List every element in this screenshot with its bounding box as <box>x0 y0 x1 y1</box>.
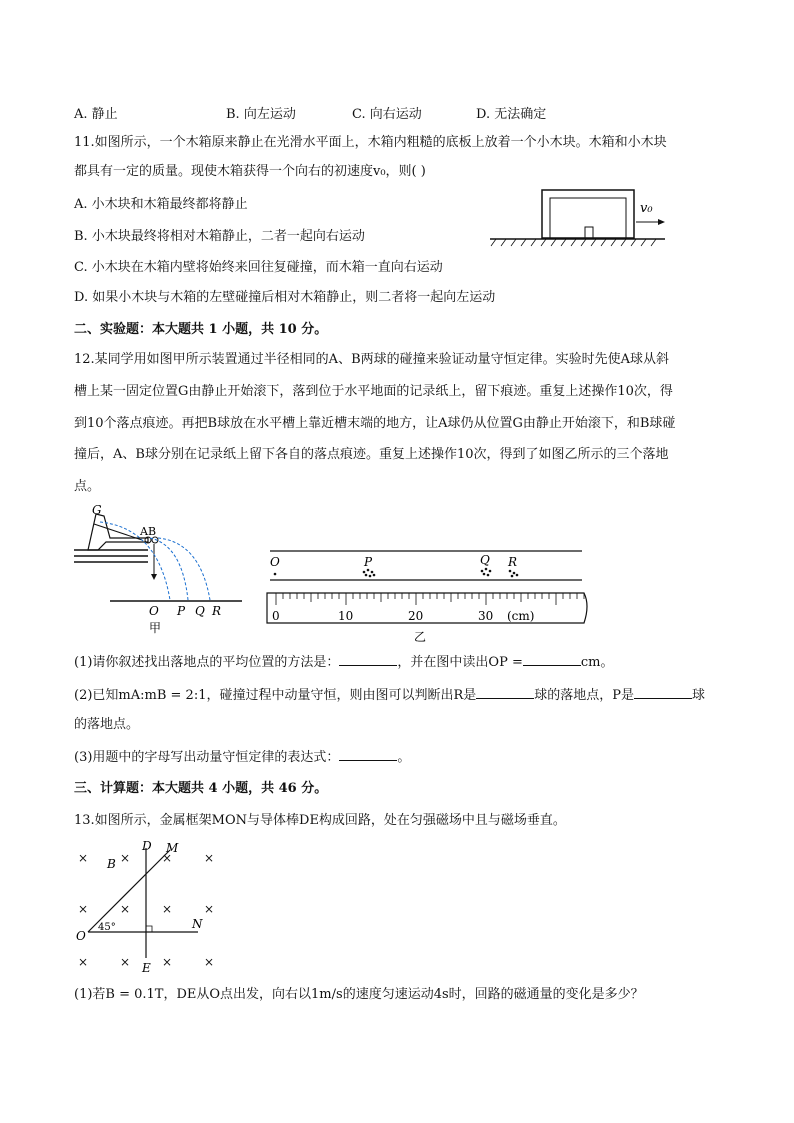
svg-text:20: 20 <box>408 609 424 623</box>
q11-option-a: A. 小木块和木箱最终都将静止 <box>74 197 248 212</box>
q13-sub1: (1)若B = 0.1T，DE从O点出发，向右以1m/s的速度匀速运动4s时，回路的磁通量的变化是多少？ <box>74 987 644 1002</box>
q12-line1: 12.某同学用如图甲所示装置通过半径相同的A、B两球的碰撞来验证动量守恒定律。实验时先使A球从斜 <box>74 352 670 367</box>
svg-text:×: × <box>162 902 173 916</box>
ruler-body <box>267 593 587 623</box>
q10-option-b: B. 向左运动 <box>226 107 296 122</box>
svg-text:R: R <box>212 604 222 618</box>
crate-outer <box>542 190 634 238</box>
trajectory-p <box>100 522 170 600</box>
answer-blank-expression[interactable] <box>339 748 397 761</box>
crate-inner <box>550 198 626 238</box>
svg-text:×: × <box>78 851 89 865</box>
svg-text:×: × <box>120 851 131 865</box>
svg-text:×: × <box>162 851 173 865</box>
svg-text:乙: 乙 <box>414 630 427 644</box>
q13-figure <box>70 838 220 976</box>
answer-blank-p[interactable] <box>634 686 692 699</box>
velocity-label: v₀ <box>640 201 653 216</box>
q11-option-b: B. 小木块最终将相对木箱静止，二者一起向右运动 <box>74 229 365 244</box>
ground-hatch <box>491 239 656 246</box>
q11-stem-line2: 都具有一定的质量。现使木箱获得一个向右的初速度v₀，则( ) <box>74 164 426 179</box>
marks-r <box>509 570 519 578</box>
svg-text:×: × <box>204 851 215 865</box>
q13-stem: 13.如图所示，金属框架MON与导体棒DE构成回路，处在匀强磁场中且与磁场垂直。 <box>74 813 566 828</box>
answer-blank-op[interactable] <box>523 653 581 666</box>
svg-text:(cm): (cm) <box>507 609 535 623</box>
svg-text:AB: AB <box>140 525 157 538</box>
q12-sub3: (3)用题中的字母写出动量守恒定律的表达式： 。 <box>74 750 411 765</box>
svg-text:甲: 甲 <box>149 621 162 635</box>
q11-box-figure <box>490 180 670 255</box>
svg-text:0: 0 <box>272 609 280 623</box>
svg-text:×: × <box>120 955 131 969</box>
section3-title: 三、计算题：本大题共 4 小题，共 46 分。 <box>74 781 328 796</box>
svg-text:10: 10 <box>338 609 354 623</box>
svg-text:G: G <box>92 503 102 517</box>
q12-line3: 到10个落点痕迹。再把B球放在水平槽上靠近槽末端的地方，让A球仍从位置G由静止开始滚下，和B球碰 <box>74 416 676 431</box>
svg-text:×: × <box>204 955 215 969</box>
svg-text:O: O <box>149 604 159 618</box>
ruler-ticks <box>276 593 584 605</box>
svg-text:×: × <box>204 902 215 916</box>
marks-p <box>363 569 376 578</box>
svg-text:B: B <box>107 857 116 871</box>
q12-figure-yi <box>262 545 597 645</box>
svg-text:×: × <box>78 902 89 916</box>
svg-text:D: D <box>142 839 152 853</box>
q12-line4: 撞后，A、B球分别在记录纸上留下各自的落点痕迹。重复上述操作10次，得到了如图乙所示的三个落地 <box>74 447 669 462</box>
svg-text:N: N <box>192 917 203 931</box>
svg-text:O: O <box>270 555 280 569</box>
svg-text:30: 30 <box>478 609 494 623</box>
svg-text:Q: Q <box>480 553 490 567</box>
small-block <box>585 227 593 238</box>
q10-option-a: A. 静止 <box>74 107 118 122</box>
svg-text:P: P <box>177 604 186 618</box>
svg-text:P: P <box>364 555 373 569</box>
q12-line2: 槽上某一固定位置G由静止开始滚下，落到位于水平地面的记录纸上，留下痕迹。重复上述操作10次，得 <box>74 384 673 399</box>
q11-stem-line1: 11.如图所示，一个木箱原来静止在光滑水平面上，木箱内粗糙的底板上放着一个小木块。木箱和小木块 <box>74 135 667 150</box>
velocity-arrowhead <box>658 219 665 225</box>
svg-text:E: E <box>142 961 151 975</box>
svg-text:R: R <box>508 555 518 569</box>
trajectory-r <box>158 538 210 600</box>
svg-text:×: × <box>162 955 173 969</box>
marks-q <box>481 568 492 577</box>
section2-title: 二、实验题：本大题共 1 小题，共 10 分。 <box>74 322 328 337</box>
answer-blank-r[interactable] <box>476 686 534 699</box>
q11-option-c: C. 小木块在木箱内壁将始终来回往复碰撞，而木箱一直向右运动 <box>74 260 443 275</box>
svg-text:×: × <box>120 902 131 916</box>
q12-sub2-cont: 的落地点。 <box>74 717 140 732</box>
q12-sub1: (1)请你叙述找出落地点的平均位置的方法是： ，并在图中读出OP = cm。 <box>74 655 614 670</box>
answer-blank-method[interactable] <box>339 653 397 666</box>
svg-text:45°: 45° <box>98 922 116 933</box>
svg-text:×: × <box>78 955 89 969</box>
svg-text:Q: Q <box>195 604 205 618</box>
q12-line5: 点。 <box>74 479 101 494</box>
trajectory-q <box>150 538 188 600</box>
q10-option-d: D. 无法确定 <box>476 107 547 122</box>
q11-option-d: D. 如果小木块与木箱的左壁碰撞后相对木箱静止，则二者将一起向左运动 <box>74 290 496 305</box>
q10-option-c: C. 向右运动 <box>352 107 422 122</box>
q12-sub2: (2)已知mA:mB = 2:1，碰撞过程中动量守恒，则由图可以判断出R是 球的落地点，P是 球 <box>74 688 706 703</box>
svg-text:M: M <box>166 841 179 855</box>
svg-text:O: O <box>76 929 86 943</box>
q12-figure-jia <box>70 500 250 645</box>
